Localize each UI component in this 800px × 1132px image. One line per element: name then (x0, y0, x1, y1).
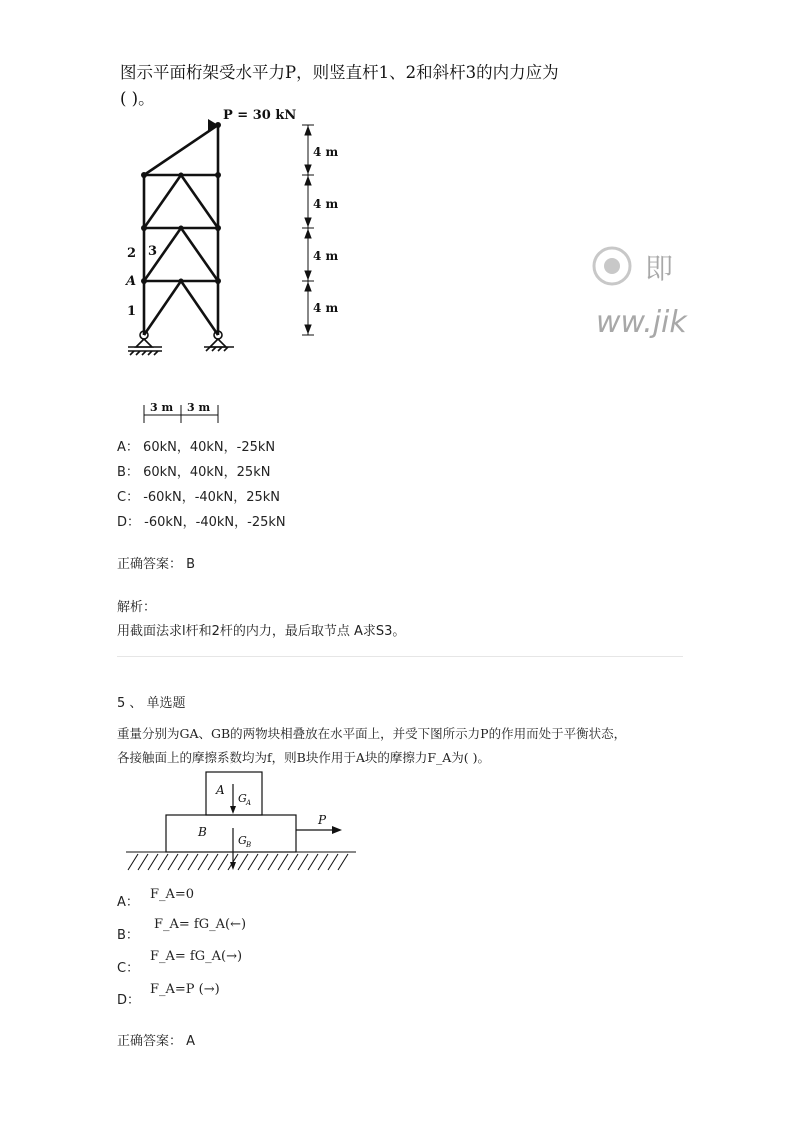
q5-header: 5 、 单选题 (117, 696, 186, 711)
load-arrow (208, 108, 296, 131)
dim-v2: 4 m (313, 197, 339, 211)
label-node-a: A (126, 274, 137, 289)
vertical-dim-labels (313, 145, 339, 315)
option-key: D： (117, 515, 141, 530)
top-diagonal (144, 125, 218, 175)
option-text: -60kN，-40kN，25kN (143, 490, 280, 505)
q4-truss-figure (120, 105, 360, 435)
watermark (590, 236, 690, 356)
answer-value: B (186, 557, 196, 572)
q5-option-a-formula: F_A=0 (150, 887, 195, 902)
option-key: A： (117, 895, 139, 910)
option-key: D： (117, 993, 141, 1008)
horizontal-dim-labels (150, 401, 210, 414)
answer-value: A (186, 1034, 196, 1049)
panel1-right-diag (181, 175, 218, 228)
option-key: C： (117, 961, 140, 976)
panel1-left-diag (144, 175, 181, 228)
label-weight-b: G (238, 834, 247, 847)
label-weight-b-sub: B (246, 841, 252, 849)
label-weight-a: G (238, 792, 247, 805)
blocks (166, 772, 296, 852)
panel3-right-diag (181, 281, 218, 335)
q4-answer (117, 553, 195, 572)
q5-option-d-formula: F_A=P (→) (150, 982, 220, 997)
force-p-arrowhead (332, 826, 342, 834)
option-key: B： (117, 465, 139, 480)
q5-stem-line2: 各接触面上的摩擦系数均为f，则B块作用于A块的摩擦力F_A为( )。 (117, 750, 491, 765)
dim-h1: 3 m (150, 401, 174, 414)
option-text: 60kN，40kN，25kN (143, 465, 271, 480)
dim-v3: 4 m (313, 249, 339, 263)
q4-analysis-label: 解析： (117, 600, 157, 615)
truss-nodes (141, 122, 221, 284)
q5-option-c[interactable] (117, 957, 139, 976)
answer-label: 正确答案： (117, 557, 183, 572)
q5-stem (117, 722, 626, 770)
label-weight-a-sub: A (246, 799, 252, 807)
q4-option-d[interactable] (117, 511, 286, 530)
q4-option-a[interactable] (117, 436, 275, 455)
option-text: -60kN，-40kN，-25kN (144, 515, 286, 530)
load-label: P = 30 kN (223, 108, 297, 123)
option-key: A： (117, 440, 139, 455)
q5-option-c-formula: F_A= fG_A(→) (150, 949, 243, 964)
panel3-left-diag (144, 281, 181, 335)
q5-option-b-formula: F_A= fG_A(←) (154, 917, 247, 932)
q4-option-b[interactable] (117, 461, 270, 480)
q5-option-a[interactable] (117, 891, 139, 910)
section-divider (117, 656, 683, 657)
q4-analysis-text: 用截面法求l杆和2杆的内力，最后取节点 A求S3。 (117, 624, 406, 639)
q5-option-b[interactable] (117, 924, 139, 943)
option-key: C： (117, 490, 140, 505)
q5-stem-line1: 重量分别为GA、GB的两物块相叠放在水平面上，并受下图所示力P的作用而处于平衡状态， (117, 726, 627, 741)
q4-option-c[interactable] (117, 486, 280, 505)
watermark-text2: ww.jik (596, 305, 687, 340)
q5-blocks-figure (120, 770, 380, 880)
dim-v4: 4 m (313, 301, 339, 315)
watermark-text1: 即 (645, 252, 674, 285)
panel2-right-diag (181, 228, 218, 281)
q4-stem-line1: 图示平面桁架受水平力P，则竖直杆1、2和斜杆3的内力应为 (120, 63, 559, 82)
watermark-logo-icon (590, 236, 690, 356)
ground (126, 852, 356, 870)
answer-label: 正确答案： (117, 1034, 183, 1049)
dim-v1: 4 m (313, 145, 339, 159)
label-block-a: A (216, 783, 225, 797)
q5-answer (117, 1030, 195, 1049)
dim-h2: 3 m (187, 401, 211, 414)
label-member-1: 1 (127, 304, 137, 319)
block-b-rect (166, 815, 296, 852)
q4-stem-line2: ( )。 (120, 89, 155, 108)
q5-option-d[interactable] (117, 989, 140, 1008)
option-key: B： (117, 928, 139, 943)
label-member-2: 2 (127, 246, 137, 261)
weight-a-arrowhead (230, 806, 236, 814)
option-text: 60kN，40kN，-25kN (143, 440, 276, 455)
label-block-b: B (198, 825, 207, 839)
label-member-3: 3 (148, 244, 158, 259)
label-force-p: P (318, 813, 327, 827)
